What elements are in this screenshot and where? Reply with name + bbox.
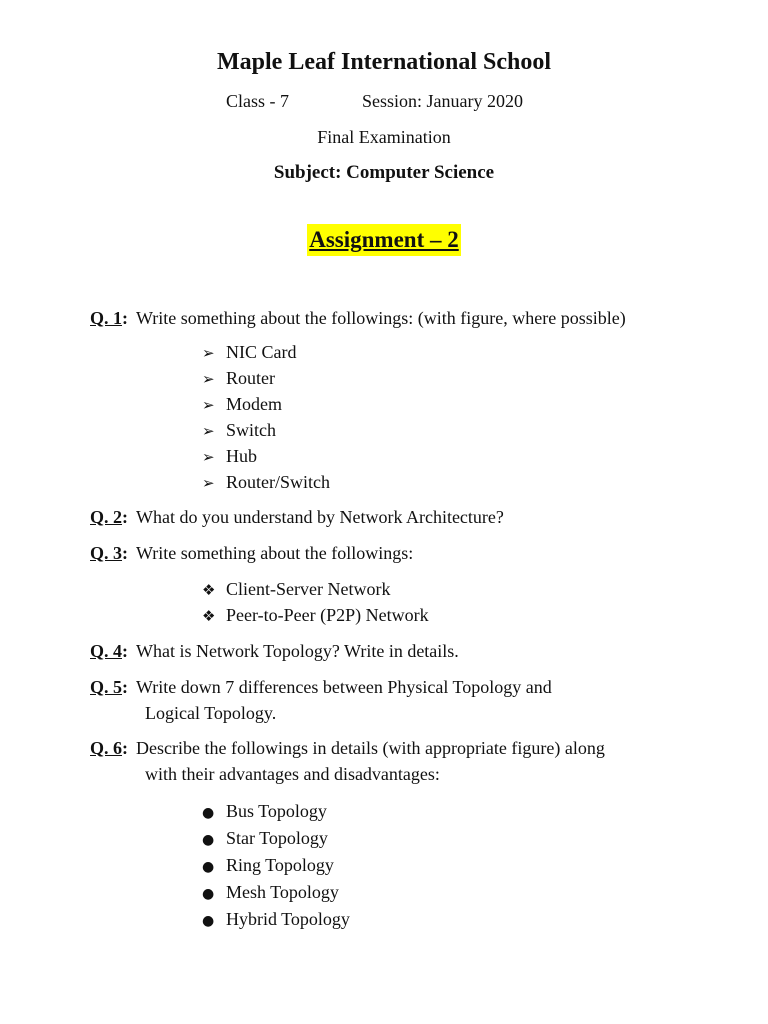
list-item: ● Ring Topology [202,852,350,879]
list-item: ● Star Topology [202,825,350,852]
question-number: Q. 3 [90,543,123,563]
question-text: What is Network Topology? Write in details. [136,641,459,661]
question-number: Q. 1 [90,308,123,328]
question-text: Describe the followings in details (with appropriate figure) along [136,738,605,758]
subject-title: Subject: Computer Science [273,162,495,183]
diamond-bullet-icon: ❖ [202,581,216,599]
question-3 [90,540,730,566]
list-item: ➢ Router [202,365,330,391]
question-text: Write something about the followings: [136,543,414,563]
question-1-list [202,339,330,495]
question-2 [90,504,730,530]
dot-bullet-icon: ● [202,913,215,929]
diamond-bullet-icon: ❖ [202,607,216,625]
list-item: ● Mesh Topology [202,879,350,906]
session-label: Session: January 2020 [362,91,523,111]
question-4 [90,638,730,664]
question-6-list [202,798,350,933]
question-text: Write something about the followings: (with figure, where possible) [136,308,626,328]
list-item: ❖ Peer-to-Peer (P2P) Network [202,602,429,628]
list-item: ➢ Switch [202,417,330,443]
question-text: Write down 7 differences between Physical Topology and [136,677,552,697]
arrow-bullet-icon: ➢ [202,396,215,414]
school-name: Maple Leaf International School [217,49,551,75]
list-item: ➢ Router/Switch [202,469,330,495]
question-5 [90,674,730,700]
question-number: Q. 2 [90,507,123,527]
arrow-bullet-icon: ➢ [202,370,215,388]
question-number: Q. 6 [90,738,123,758]
question-number: Q. 4 [90,641,123,661]
dot-bullet-icon: ● [202,859,215,875]
question-number: Q. 5 [90,677,123,697]
arrow-bullet-icon: ➢ [202,448,215,466]
question-text: What do you understand by Network Architecture? [136,507,504,527]
class-label: Class - 7 [226,91,289,111]
exam-title: Final Examination [317,127,451,147]
assignment-heading: Assignment – 2 [307,224,461,256]
question-3-list [202,576,429,628]
question-colon: : [122,543,129,563]
question-6 [90,735,730,761]
question-colon: : [122,677,129,697]
list-item: ➢ Hub [202,443,330,469]
dot-bullet-icon: ● [202,832,215,848]
arrow-bullet-icon: ➢ [202,344,215,362]
list-item: ➢ NIC Card [202,339,330,365]
arrow-bullet-icon: ➢ [202,422,215,440]
question-colon: : [122,308,129,328]
list-item: ● Hybrid Topology [202,906,350,933]
arrow-bullet-icon: ➢ [202,474,215,492]
question-colon: : [122,641,129,661]
dot-bullet-icon: ● [202,805,215,821]
question-6-continuation: with their advantages and disadvantages: [145,764,440,784]
list-item: ● Bus Topology [202,798,350,825]
question-1 [90,305,730,331]
question-5-continuation: Logical Topology. [145,703,277,723]
question-colon: : [122,507,129,527]
list-item: ➢ Modem [202,391,330,417]
list-item: ❖ Client-Server Network [202,576,429,602]
dot-bullet-icon: ● [202,886,215,902]
question-colon: : [122,738,129,758]
assignment-heading-wrap [0,224,768,256]
